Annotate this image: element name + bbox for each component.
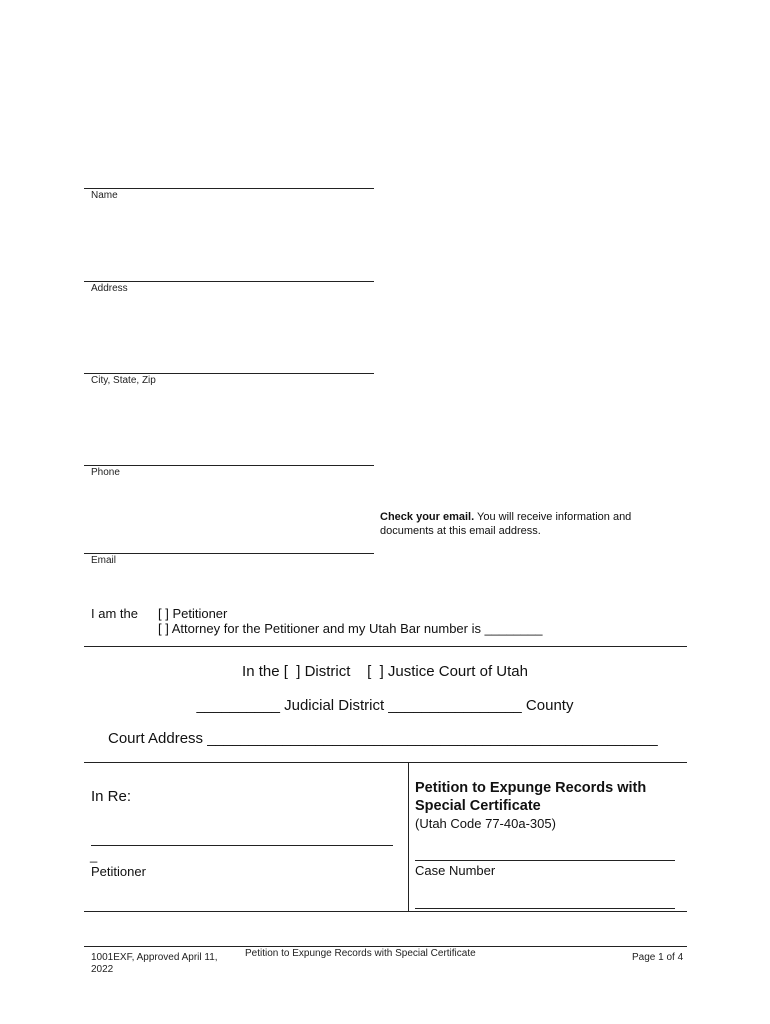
- email-note-bold: Check your email.: [380, 511, 475, 523]
- in-re-label: In Re:: [91, 788, 132, 805]
- address-line: [84, 281, 374, 282]
- caption-bottom-line: [84, 911, 687, 912]
- caption-top-line: [84, 762, 687, 763]
- petitioner-underscore: _: [90, 848, 98, 863]
- case-number-label: Case Number: [415, 863, 496, 878]
- court-type-line: [0, 663, 770, 680]
- judicial-district-text: __________ Judicial District ________________ County: [196, 697, 574, 714]
- utah-code-reference: (Utah Code 77-40a-305): [415, 816, 556, 831]
- section-divider: [84, 646, 687, 647]
- judicial-district-line: [0, 697, 770, 714]
- footer-form-id: [91, 952, 218, 976]
- city-state-zip-line: [84, 373, 374, 374]
- case-number-line: [415, 860, 675, 861]
- email-line: [84, 553, 374, 554]
- city-state-zip-label: City, State, Zip: [91, 375, 156, 386]
- role-option-attorney[interactable]: [ ] Attorney for the Petitioner and my Utah Bar number is ________: [158, 621, 543, 636]
- phone-line: [84, 465, 374, 466]
- phone-label: Phone: [91, 467, 120, 478]
- role-lead: I am the: [91, 606, 138, 621]
- email-label: Email: [91, 555, 117, 566]
- petition-title-line2: Special Certificate: [415, 798, 541, 814]
- petitioner-label: Petitioner: [91, 864, 146, 879]
- petition-title-line1: Petition to Expunge Records with: [415, 780, 647, 796]
- email-note-line2: documents at this email address.: [380, 525, 541, 537]
- footer-page-number: Page 1 of 4: [632, 952, 684, 963]
- footer-line: [84, 946, 687, 947]
- email-note-rest: You will receive information and: [474, 511, 632, 523]
- email-note-line1: [380, 510, 680, 524]
- footer-form-id-line1: 1001EXF, Approved April 11,: [91, 952, 218, 963]
- case-number-entry-line[interactable]: [415, 908, 675, 909]
- address-label: Address: [91, 283, 128, 294]
- footer-form-id-line2: 2022: [91, 964, 114, 975]
- name-line: [84, 188, 374, 189]
- caption-vertical-divider: [408, 762, 409, 912]
- name-label: Name: [91, 190, 118, 201]
- role-option-petitioner[interactable]: [ ] Petitioner: [158, 606, 228, 621]
- email-note: [380, 510, 680, 538]
- footer-title: Petition to Expunge Records with Special Certificate: [245, 948, 476, 959]
- court-address-line: Court Address ______________________________________________________: [108, 730, 658, 747]
- petitioner-name-line: [91, 845, 393, 846]
- court-type-text: In the [ ] District [ ] Justice Court of Utah: [242, 663, 528, 680]
